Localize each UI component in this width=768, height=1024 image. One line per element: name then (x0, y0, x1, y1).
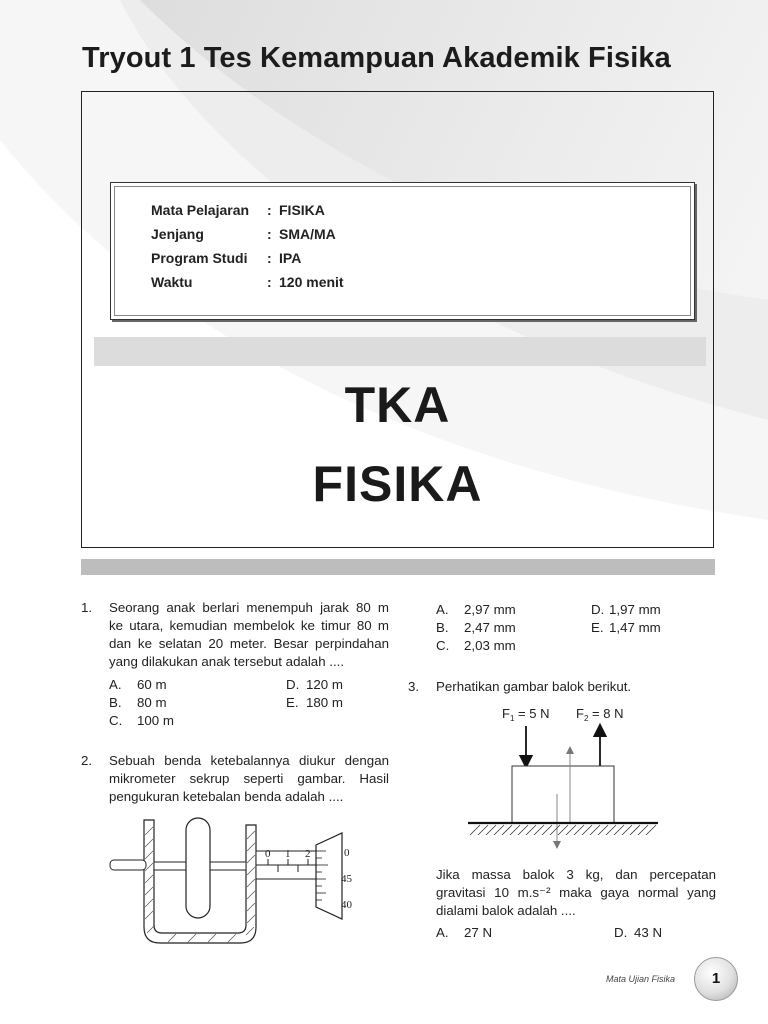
question-2: 2. Sebuah benda ketebalannya diukur dengan mikrometer sekrup seperti gambar. Hasil pengukuran ketebalan benda adalah .... (81, 753, 389, 804)
cover-title-tka: TKA (344, 377, 451, 433)
thimble-label-0: 0 (344, 847, 350, 859)
question-3: 3. Perhatikan gambar balok berikut. (408, 679, 632, 694)
main-scale-label-2: 2 (305, 848, 311, 860)
force-f1-label: $F_1 = 5$ N (502, 706, 550, 723)
page-title: Tryout 1 Tes Kemampuan Akademik Fisika (82, 42, 671, 74)
main-scale-label-1: 1 (285, 848, 291, 860)
option-2d[interactable]: D. 1,97 mm (591, 602, 661, 617)
divider-bar (81, 559, 715, 575)
option-1a[interactable]: A. 60 m (109, 677, 167, 692)
question-1: 1. Seorang anak berlari menempuh jarak 80 m ke utara, kemudian membelok ke timur 80 m dan ke selatan 20 meter. Besar perpindahan yang dilakukan anak tersebut adalah .... (81, 600, 389, 669)
gray-band (94, 337, 706, 366)
block-forces-figure (466, 702, 662, 850)
info-row-time: Waktu : 120 menit (151, 274, 344, 290)
info-value: SMA/MA (279, 226, 336, 242)
micrometer-figure (108, 815, 358, 947)
option-2c[interactable]: C. 2,03 mm (436, 638, 516, 653)
info-row-level: Jenjang : SMA/MA (151, 226, 336, 242)
thimble-label-45: 45 (341, 873, 352, 885)
option-1b[interactable]: B. 80 m (109, 695, 167, 710)
option-2b[interactable]: B. 2,47 mm (436, 620, 516, 635)
option-3a[interactable]: A. 27 N (436, 925, 493, 940)
info-box (110, 182, 695, 320)
footer-subject: Mata Ujian Fisika (606, 974, 676, 984)
option-2e[interactable]: E. 1,47 mm (591, 620, 661, 635)
option-2a[interactable]: A. 2,97 mm (436, 602, 516, 617)
info-row-program: Program Studi : IPA (151, 250, 302, 266)
info-value: FISIKA (279, 202, 325, 218)
cover-box (81, 91, 714, 548)
info-value: IPA (279, 250, 302, 266)
page-number-badge (694, 957, 738, 1001)
option-1d[interactable]: D. 120 m (286, 677, 343, 692)
thimble-label-40: 40 (341, 899, 352, 911)
page-number: 1 (711, 970, 721, 987)
option-1c[interactable]: C. 100 m (109, 713, 174, 728)
question-3-body: Jika massa balok 3 kg, dan percepatan gravitasi 10 m.s⁻² maka gaya normal yang dialami balok adalah .... (436, 867, 716, 918)
force-f2-label: $F_2 = 8$ N (576, 706, 624, 723)
option-3d[interactable]: D. 43 N (614, 925, 663, 940)
info-value: 120 menit (279, 274, 344, 290)
option-1e[interactable]: E. 180 m (286, 695, 343, 710)
main-scale-label-0: 0 (265, 848, 271, 860)
info-row-subject: Mata Pelajaran : FISIKA (151, 202, 325, 218)
cover-title-fisika: FISIKA (312, 456, 483, 512)
